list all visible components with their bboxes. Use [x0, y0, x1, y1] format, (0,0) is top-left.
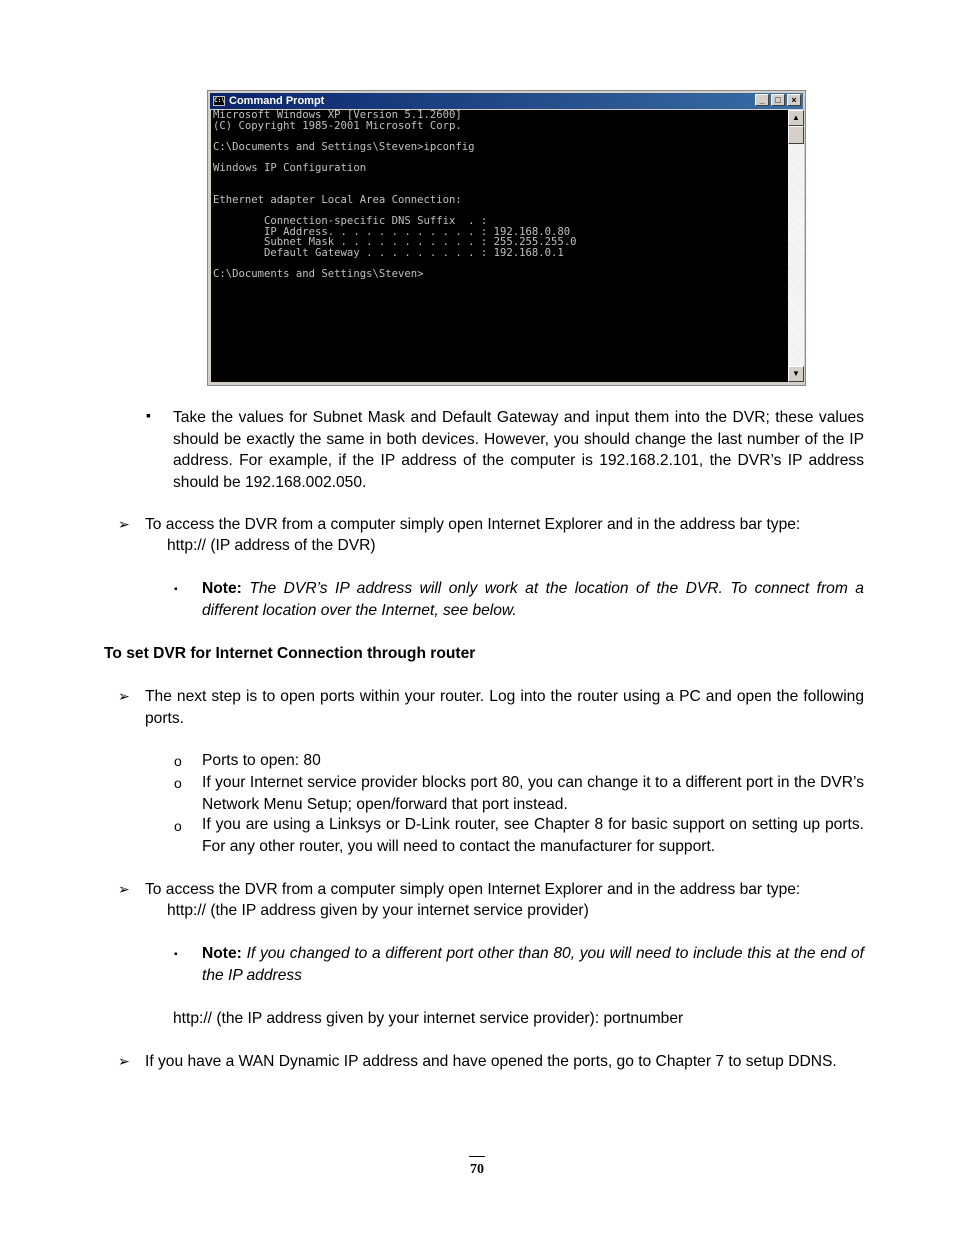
arrow-bullet-icon: ➢ — [118, 1053, 130, 1069]
note-label: Note: — [202, 945, 242, 962]
command-prompt-titlebar — [210, 93, 803, 109]
scroll-down-icon: ▼ — [788, 366, 804, 382]
command-prompt-icon: C:\ — [214, 97, 225, 104]
access-dvr-remote-url: http:// (the IP address given by your internet service provider) — [167, 902, 589, 919]
console-line: (C) Copyright 1985-2001 Microsoft Corp. — [213, 119, 462, 132]
port-blocked-tip: If your Internet service provider blocks port 80, you can change it to a different port in the DVR’s Network Menu Setup; open/forward that port instead. — [202, 774, 864, 813]
console-output — [211, 110, 788, 382]
small-bullet-icon: ▪ — [174, 949, 178, 960]
note-port-number — [202, 943, 864, 986]
console-line — [211, 174, 788, 185]
command-prompt-window — [207, 90, 806, 386]
console-scrollbar — [788, 110, 804, 382]
window-title: Command Prompt — [229, 95, 325, 107]
subnet-gateway-instructions: Take the values for Subnet Mask and Default Gateway and input them into the DVR; these values should be exactly the same in both devices. However, you should change the last number of the IP address. For example, if the IP address of the computer is 192.168.2.101, the DVR’s IP address should be 192.168.002.050. — [173, 409, 864, 491]
arrow-bullet-icon: ➢ — [118, 688, 130, 704]
note-text: If you changed to a different port other than 80, you will need to include this at the end of the IP address — [202, 945, 864, 984]
access-dvr-instruction: To access the DVR from a computer simply open Internet Explorer and in the address bar type: — [145, 516, 801, 533]
note-label: Note: — [202, 580, 242, 597]
page-number-rule — [469, 1156, 485, 1157]
scroll-up-icon: ▲ — [788, 110, 804, 126]
section-heading: To set DVR for Internet Connection through router — [104, 645, 476, 662]
maximize-icon: □ — [771, 94, 785, 106]
console-line: Connection-specific DNS Suffix . : — [213, 214, 488, 227]
router-support-tip: If you are using a Linksys or D-Link router, see Chapter 8 for basic support on setting up ports. For any other router, you will need to contact the manufacturer for support. — [202, 816, 864, 855]
console-line: Default Gateway . . . . . . . . . : 192.168.0.1 — [213, 246, 564, 259]
arrow-bullet-icon: ➢ — [118, 516, 130, 532]
minimize-icon: _ — [755, 94, 769, 106]
circle-bullet-icon: o — [174, 818, 182, 834]
open-ports-instruction: The next step is to open ports within your router. Log into the router using a PC and open the following ports. — [145, 688, 864, 727]
console-line: Microsoft Windows XP [Version 5.1.2600] — [213, 110, 462, 121]
ddns-instruction: If you have a WAN Dynamic IP address and have opened the ports, go to Chapter 7 to setup DDNS. — [145, 1053, 837, 1070]
console-line: Ethernet adapter Local Area Connection: — [213, 193, 462, 206]
note-local-only — [202, 578, 864, 621]
console-line: C:\Documents and Settings\Steven>ipconfig — [213, 140, 475, 153]
console-line: C:\Documents and Settings\Steven> — [213, 267, 424, 280]
close-icon: × — [787, 94, 801, 106]
arrow-bullet-icon: ➢ — [118, 881, 130, 897]
portnumber-url: http:// (the IP address given by your internet service provider): portnumber — [173, 1010, 684, 1027]
note-text: The DVR’s IP address will only work at the location of the DVR. To connect from a different location over the Internet, see below. — [202, 580, 864, 619]
access-dvr-remote-instruction: To access the DVR from a computer simply open Internet Explorer and in the address bar type: — [145, 881, 801, 898]
circle-bullet-icon: o — [174, 753, 182, 769]
ports-to-open: Ports to open: 80 — [202, 752, 321, 769]
circle-bullet-icon: o — [174, 775, 182, 791]
access-dvr-url: http:// (IP address of the DVR) — [167, 537, 376, 554]
square-bullet-icon: ▪ — [146, 407, 151, 423]
page-number: 70 — [470, 1162, 484, 1177]
console-line: IP Address. . . . . . . . . . . . : 192.168.0.80 — [213, 225, 571, 238]
scroll-thumb — [788, 126, 804, 144]
small-bullet-icon: ▪ — [174, 584, 178, 595]
console-line: Windows IP Configuration — [213, 161, 367, 174]
console-line: Subnet Mask . . . . . . . . . . . : 255.255.255.0 — [213, 236, 577, 249]
